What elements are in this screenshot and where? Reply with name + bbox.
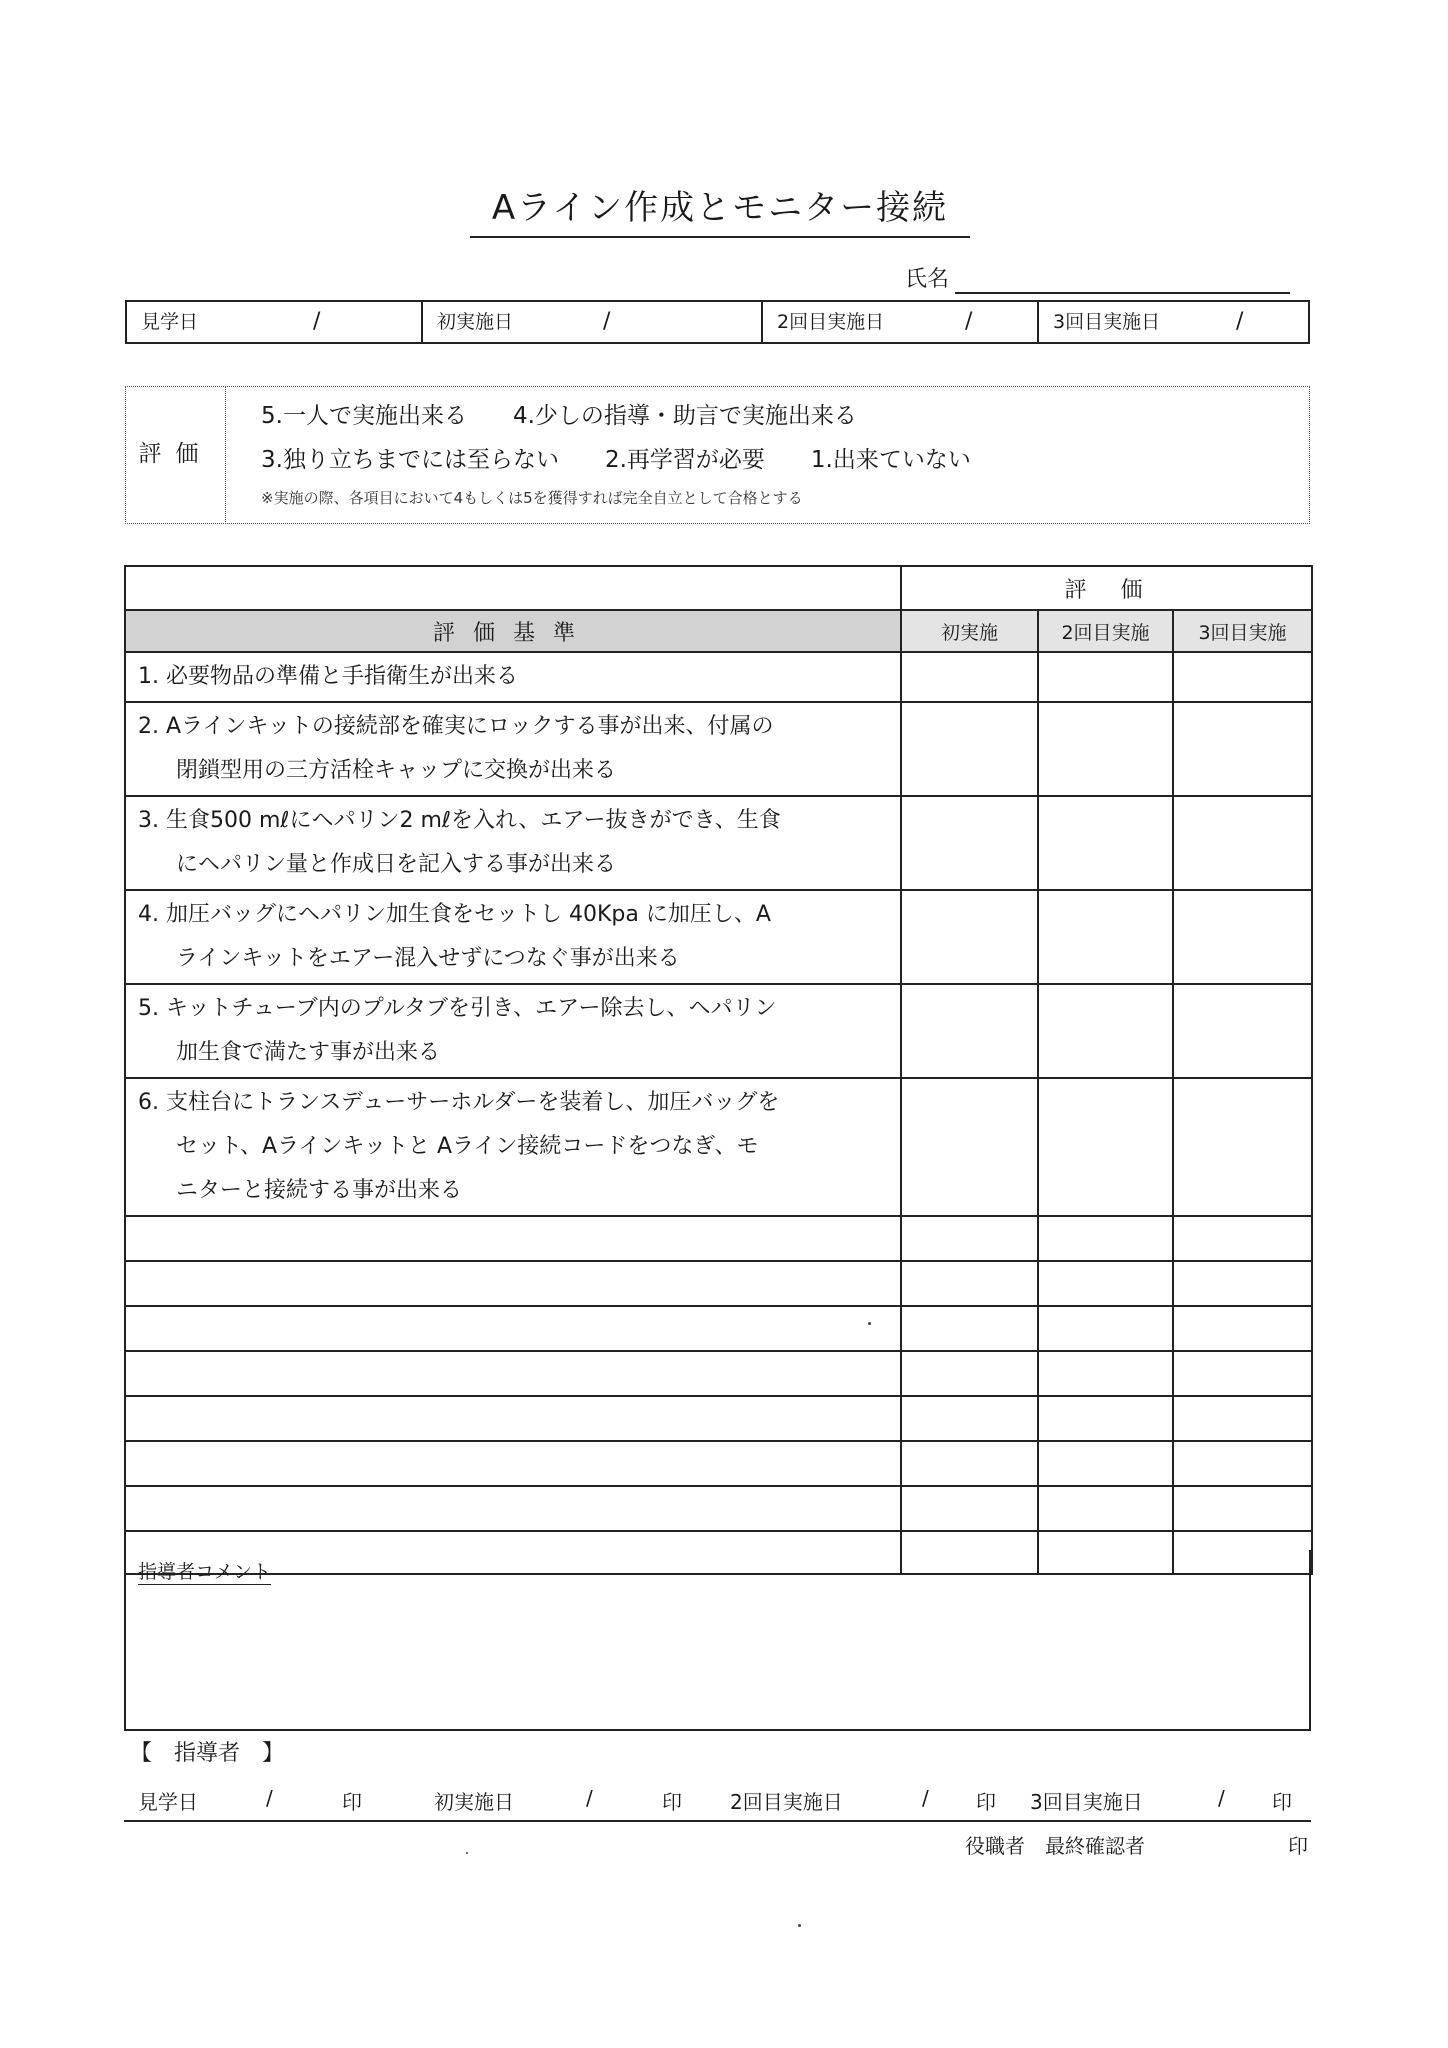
score-cell[interactable] [901,1441,1038,1486]
column-third: 3回目実施 [1173,610,1312,652]
legend-title: 評価 [126,387,226,522]
final-seal-mark[interactable]: 印 [1288,1834,1308,1858]
second-date-label: 2回目実施日 [730,1790,843,1814]
criterion-2: 2. Aラインキットの接続部を確実にロックする事が出来、付属の 閉鎖型用の三方活栓キャップに交換が出来る [125,702,901,796]
blank-criterion-cell[interactable] [125,1261,901,1306]
score-cell[interactable] [901,1351,1038,1396]
seal-mark[interactable]: 印 [976,1790,996,1814]
score-cell[interactable] [1173,1441,1312,1486]
score-cell[interactable] [1038,890,1173,984]
empty-row [125,1216,1312,1261]
observation-date-cell[interactable] [127,302,423,342]
empty-row [125,1396,1312,1441]
instructor-sign-row [124,1780,1311,1822]
table-row [125,652,1312,702]
legend-note: ※実施の際、各項目において4もしくは5を獲得すれば完全自立として合格とする [261,489,803,507]
score-cell[interactable] [1038,702,1173,796]
score-cell[interactable] [901,1078,1038,1216]
score-cell[interactable] [1038,1486,1173,1531]
score-cell[interactable] [1038,1216,1173,1261]
score-cell[interactable] [1038,652,1173,702]
blank-header-cell [125,566,901,610]
date-slash: / [586,1786,593,1810]
score-cell[interactable] [901,1216,1038,1261]
score-cell[interactable] [1038,1078,1173,1216]
empty-row [125,1351,1312,1396]
evaluation-table [124,565,1313,1575]
score-cell[interactable] [1173,1351,1312,1396]
seal-mark[interactable]: 印 [342,1790,362,1814]
table-row [125,890,1312,984]
score-cell[interactable] [901,890,1038,984]
score-cell[interactable] [901,1396,1038,1441]
date-slash: / [313,309,321,334]
date-slash: / [603,309,611,334]
blank-criterion-cell[interactable] [125,1441,901,1486]
table-row [125,984,1312,1078]
column-first: 初実施 [901,610,1038,652]
date-slash: / [965,309,973,334]
evaluation-legend [125,386,1310,524]
first-date-label: 初実施日 [437,311,514,333]
score-cell[interactable] [1038,1306,1173,1351]
score-cell[interactable] [1173,1078,1312,1216]
legend-line-2: 3.独り立ちまでには至らない 2.再学習が必要 1.出来ていない [261,447,971,473]
score-cell[interactable] [1038,1441,1173,1486]
table-row [125,1078,1312,1216]
date-slash: / [1218,1786,1225,1810]
score-cell[interactable] [1038,796,1173,890]
third-date-label: 3回目実施日 [1053,311,1161,333]
blank-criterion-cell[interactable] [125,1306,901,1351]
score-cell[interactable] [1173,796,1312,890]
seal-mark[interactable]: 印 [662,1790,682,1814]
observation-date-label: 見学日 [141,311,199,333]
criteria-header: 評価基準 [125,610,901,652]
seal-mark[interactable]: 印 [1272,1790,1292,1814]
empty-row [125,1306,1312,1351]
score-cell[interactable] [901,652,1038,702]
criterion-3: 3. 生食500 mℓにヘパリン2 mℓを入れ、エアー抜きができ、生食 にヘパリン量と作成日を記入する事が出来る [125,796,901,890]
instructor-comment-box[interactable] [124,1550,1311,1731]
score-cell[interactable] [1038,1396,1173,1441]
third-date-cell[interactable] [1039,302,1308,342]
table-row [125,702,1312,796]
second-date-label: 2回目実施日 [777,311,885,333]
page-title: Aライン作成とモニター接続 [470,184,970,238]
second-date-cell[interactable] [763,302,1039,342]
table-row [125,796,1312,890]
criterion-4: 4. 加圧バッグにヘパリン加生食をセットし 40Kpa に加圧し、A ラインキットをエアー混入せずにつなぐ事が出来る [125,890,901,984]
score-cell[interactable] [1173,1486,1312,1531]
score-cell[interactable] [1173,1396,1312,1441]
first-date-label: 初実施日 [434,1790,514,1814]
empty-row [125,1486,1312,1531]
name-label: 氏名 [905,267,950,292]
score-cell[interactable] [1173,984,1312,1078]
scan-speck [868,1322,871,1325]
score-cell[interactable] [1173,890,1312,984]
score-cell[interactable] [1038,1351,1173,1396]
score-cell[interactable] [1038,1261,1173,1306]
score-cell[interactable] [901,796,1038,890]
evaluation-header: 評 価 [901,566,1312,610]
column-second: 2回目実施 [1038,610,1173,652]
scan-speck [466,1852,468,1854]
score-cell[interactable] [901,984,1038,1078]
instructor-comment-label: 指導者コメント [138,1561,272,1583]
date-slash: / [1236,309,1244,334]
score-cell[interactable] [1173,1306,1312,1351]
criterion-5: 5. キットチューブ内のプルタブを引き、エアー除去し、ヘパリン 加生食で満たす事が出来る [125,984,901,1078]
score-cell[interactable] [901,1261,1038,1306]
score-cell[interactable] [901,702,1038,796]
score-cell[interactable] [1173,1216,1312,1261]
date-slash: / [266,1786,273,1810]
empty-row [125,1261,1312,1306]
blank-criterion-cell[interactable] [125,1351,901,1396]
instructor-section-label: 【 指導者 】 [130,1741,285,1766]
final-confirmer-label: 役職者 最終確認者 [965,1834,1145,1858]
criterion-1: 1. 必要物品の準備と手指衛生が出来る [125,652,901,702]
score-cell[interactable] [901,1486,1038,1531]
score-cell[interactable] [1038,984,1173,1078]
score-cell[interactable] [901,1306,1038,1351]
score-cell[interactable] [1173,652,1312,702]
scan-speck [798,1924,801,1927]
date-slash: / [922,1786,929,1810]
blank-criterion-cell[interactable] [125,1216,901,1261]
score-cell[interactable] [1173,702,1312,796]
empty-row [125,1441,1312,1486]
third-date-label: 3回目実施日 [1030,1790,1143,1814]
legend-line-1: 5.一人で実施出来る 4.少しの指導・助言で実施出来る [261,403,857,429]
blank-criterion-cell[interactable] [125,1486,901,1531]
first-date-cell[interactable] [423,302,763,342]
criterion-6: 6. 支柱台にトランスデューサーホルダーを装着し、加圧バッグを セット、Aラインキットと Aライン接続コードをつなぎ、モ ニターと接続する事が出来る [125,1078,901,1216]
observation-date-label: 見学日 [138,1790,198,1814]
date-row [125,300,1310,344]
blank-criterion-cell[interactable] [125,1396,901,1441]
name-field[interactable] [955,292,1290,294]
score-cell[interactable] [1173,1261,1312,1306]
